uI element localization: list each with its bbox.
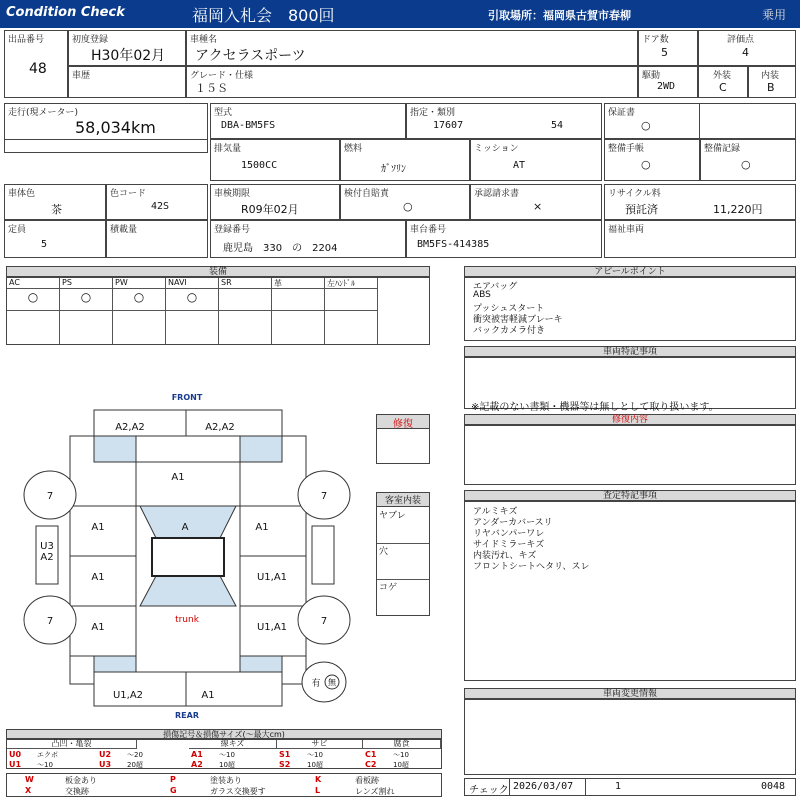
score-box xyxy=(698,30,796,66)
front-label: FRONT xyxy=(171,393,203,402)
mirror-code-line: U3 xyxy=(40,541,54,552)
rear-label: REAR xyxy=(175,711,199,720)
equipment-divider xyxy=(219,310,271,311)
warranty-label: 保証書 xyxy=(608,108,636,118)
displacement-value: 1500CC xyxy=(241,160,278,171)
legend-code: U1 xyxy=(9,760,22,769)
change-title: 車両変更情報 xyxy=(464,688,796,699)
hood-code: A1 xyxy=(171,472,185,483)
assessment-box xyxy=(464,501,796,681)
lot-label: 出品番号 xyxy=(8,35,45,45)
score-value: 4 xyxy=(742,46,749,59)
legend-code: U3 xyxy=(99,760,112,769)
special-title: 車両特記事項 xyxy=(464,346,796,357)
appeal-item: プッシュスタート xyxy=(473,304,545,314)
legend-code: A1 xyxy=(191,750,203,759)
legend-group-header: 腐食 xyxy=(363,740,441,749)
recycle-label: リサイクル料 xyxy=(608,189,661,199)
equipment-divider xyxy=(166,288,218,289)
appeal-box xyxy=(464,277,796,341)
front-bumper-right-code: A2,A2 xyxy=(205,422,235,433)
spec-value-2: 54 xyxy=(551,120,564,131)
equipment-value: ○ xyxy=(80,290,92,304)
plate-value: 鹿児島 330 の 2204 xyxy=(223,243,338,254)
equipment-column xyxy=(113,278,166,344)
interior-label: 内装 xyxy=(761,71,780,81)
grade-label: グレード・仕様 xyxy=(190,71,254,81)
color-box xyxy=(4,184,106,220)
assessment-item: サイドミラーキズ xyxy=(473,540,545,550)
equipment-value: ○ xyxy=(27,290,39,304)
rear-bumper-right-panel xyxy=(186,672,282,706)
lot-box xyxy=(4,30,68,98)
history-box xyxy=(68,66,186,98)
legend-desc: レンズ割れ xyxy=(355,787,395,796)
type-label: 型式 xyxy=(214,108,233,118)
grade-value: １５Ｓ xyxy=(195,82,228,95)
welfare-label: 福祉車両 xyxy=(608,225,645,235)
color-code-box xyxy=(106,184,208,220)
record-label: 整備記録 xyxy=(704,144,741,154)
wheel-rl-code: 7 xyxy=(46,616,54,627)
capacity-value: 5 xyxy=(41,239,48,250)
appeal-item: 衝突被害軽減ブレーキ xyxy=(473,315,563,325)
right-front-fender-panel xyxy=(240,506,306,556)
check-date: 2026/03/07 xyxy=(513,781,574,792)
equipment-header: 革 xyxy=(274,279,282,288)
fuel-value: ｶﾞｿﾘﾝ xyxy=(381,164,406,175)
displacement-box xyxy=(210,139,340,181)
recycle-box xyxy=(604,184,796,220)
legend-code: S2 xyxy=(279,760,291,769)
load-box xyxy=(106,220,208,258)
legend-desc: ～10 xyxy=(307,751,323,759)
mission-box xyxy=(470,139,602,181)
legend-group-header: サビ xyxy=(277,740,363,749)
appeal-item: ABS xyxy=(473,290,491,300)
mission-value: AT xyxy=(513,160,526,171)
legend-desc: 板金あり xyxy=(65,776,97,785)
inspection-box xyxy=(210,184,340,220)
legend-code: L xyxy=(315,786,321,795)
maint-value: ○ xyxy=(641,158,651,171)
wheel-fl-code: 7 xyxy=(46,491,54,502)
equipment-divider xyxy=(166,310,218,311)
chassis-box xyxy=(406,220,602,258)
color-value: 茶 xyxy=(51,203,62,216)
equipment-header: PW xyxy=(115,278,128,287)
assessment-item: フロントシートヘタリ、スレ xyxy=(473,562,590,572)
equipment-divider xyxy=(7,288,59,289)
legend-code: U0 xyxy=(9,750,22,759)
model-box xyxy=(186,30,638,66)
legend-desc: ～10 xyxy=(37,761,53,769)
insurance-label: 検付自賠責 xyxy=(344,189,390,199)
legend-group-header: 凸凹・亀裂 xyxy=(7,740,137,749)
spec-value-1: 17607 xyxy=(433,120,464,131)
displacement-label: 排気量 xyxy=(214,144,242,154)
equipment-divider xyxy=(7,310,59,311)
inspection-label: 車検期限 xyxy=(214,189,251,199)
equipment-header: AC xyxy=(9,278,20,287)
right-front-door-code: U1,A1 xyxy=(256,572,288,583)
first-reg-value: H30年02月 xyxy=(91,48,166,64)
plate-label: 登録番号 xyxy=(214,225,251,235)
approval-value: × xyxy=(533,200,543,213)
legend-desc: ～10 xyxy=(219,751,235,759)
auction-title: 福岡入札会 800回 xyxy=(192,6,335,25)
legend-grid-2 xyxy=(6,773,442,797)
drive-value: 2WD xyxy=(657,81,676,92)
model-value: アクセラスポーツ xyxy=(195,48,306,64)
legend-code: W xyxy=(25,775,34,784)
legend-desc: 20超 xyxy=(127,761,143,769)
cabin-box xyxy=(376,492,430,616)
cabin-divider xyxy=(377,543,429,544)
assessment-item: 内装汚れ、キズ xyxy=(473,551,537,561)
page-header xyxy=(0,0,800,28)
model-label: 車種名 xyxy=(190,35,218,45)
maint-box xyxy=(604,139,700,181)
legend-desc: 看板跡 xyxy=(355,776,379,785)
lot-number: 48 xyxy=(29,61,47,77)
special-note: ※記載のない書類・機器等は無しとして取り扱います。 xyxy=(471,402,719,413)
insurance-value: ○ xyxy=(403,200,413,213)
equipment-column xyxy=(272,278,325,344)
assessment-item: リヤバンパーワレ xyxy=(473,529,545,539)
exterior-box xyxy=(698,66,748,98)
approval-label: 承認請求書 xyxy=(474,189,520,199)
load-label: 積載量 xyxy=(110,225,138,235)
equipment-column xyxy=(219,278,272,344)
equipment-title: 装備 xyxy=(6,266,430,277)
roof-code: A xyxy=(181,522,189,533)
equipment-header: 左ﾊﾝﾄﾞﾙ xyxy=(327,279,355,288)
right-rear-door-code: U1,A1 xyxy=(256,622,288,633)
equipment-column xyxy=(166,278,219,344)
trunk-label: trunk xyxy=(175,615,199,625)
assessment-item: アルミキズ xyxy=(473,507,518,517)
pickup-location: 引取場所：福岡県古賀市春柳 xyxy=(488,9,631,22)
repair-mark-label: 修復 xyxy=(377,415,429,429)
legend-desc: ～20 xyxy=(127,751,143,759)
cabin-title: 客室内装 xyxy=(377,493,429,507)
rear-bumper-left-code: U1,A2 xyxy=(112,690,144,701)
legend-code: U2 xyxy=(99,750,112,759)
rear-right-corner xyxy=(240,656,282,672)
right-mirror xyxy=(312,526,334,584)
insurance-box xyxy=(340,184,470,220)
mileage-value: 58,034km xyxy=(75,118,156,137)
assessment-title: 査定特記事項 xyxy=(464,490,796,501)
check-row xyxy=(464,778,796,796)
rear-window xyxy=(140,576,236,606)
wheel-rr-code: 7 xyxy=(320,616,328,627)
cabin-item: ヤブレ xyxy=(379,511,406,521)
cabin-item: コゲ xyxy=(379,583,398,593)
equipment-column xyxy=(7,278,60,344)
drive-label: 駆動 xyxy=(642,71,661,81)
legend-code: P xyxy=(170,775,176,784)
color-code-label: 色コード xyxy=(110,189,147,199)
check-count: 1 xyxy=(615,781,622,792)
spare-circle-text: 無 xyxy=(328,678,336,687)
appeal-item: エアバッグ xyxy=(473,282,518,292)
grade-box xyxy=(186,66,638,98)
equipment-grid xyxy=(6,277,430,345)
first-reg-label: 初度登録 xyxy=(72,35,109,45)
legend-desc: 10超 xyxy=(307,761,323,769)
equipment-column xyxy=(60,278,113,344)
legend-desc: ガラス交換要す xyxy=(210,787,266,796)
legend-code: C1 xyxy=(365,750,377,759)
equipment-divider xyxy=(113,288,165,289)
rear-left-corner xyxy=(94,656,136,672)
left-front-fender-code: A1 xyxy=(91,522,105,533)
welfare-box xyxy=(604,220,796,258)
equipment-header: PS xyxy=(62,278,72,287)
legend-desc: エクボ xyxy=(37,751,58,759)
color-code-value: 42S xyxy=(151,201,170,212)
warranty-box xyxy=(604,103,796,139)
mirror-left-code xyxy=(40,541,54,563)
equipment-column xyxy=(325,278,378,344)
mission-label: ミッション xyxy=(474,144,519,154)
repair-content-box xyxy=(464,425,796,485)
legend-code: G xyxy=(170,786,177,795)
appeal-title: アピールポイント xyxy=(464,266,796,277)
equipment-value: ○ xyxy=(186,290,198,304)
equipment-divider xyxy=(325,288,377,289)
chassis-label: 車台番号 xyxy=(410,225,447,235)
wheel-fr-code: 7 xyxy=(320,491,328,502)
score-label: 評価点 xyxy=(727,35,755,45)
legend-code: C2 xyxy=(365,760,377,769)
mileage-label: 走行(現メーター) xyxy=(8,108,79,118)
legend-desc: 10超 xyxy=(219,761,235,769)
legend-code: K xyxy=(315,775,322,784)
equipment-header: NAVI xyxy=(168,278,187,287)
appeal-item: バックカメラ付き xyxy=(473,326,546,336)
record-value: ○ xyxy=(741,158,751,171)
spec-label: 指定・類別 xyxy=(410,108,456,118)
capacity-label: 定員 xyxy=(8,225,27,235)
hood-panel xyxy=(136,462,240,506)
color-label: 車体色 xyxy=(8,189,36,199)
equipment-divider xyxy=(272,288,324,289)
recycle-status: 預託済 xyxy=(625,203,658,216)
exterior-value: C xyxy=(719,81,727,94)
legend-code: X xyxy=(25,786,32,795)
right-front-fender-code: A1 xyxy=(255,522,269,533)
doors-label: ドア数 xyxy=(642,35,669,45)
brand-title: Condition Check xyxy=(6,5,125,20)
left-front-door-code: A1 xyxy=(91,572,105,583)
warranty-value: ○ xyxy=(641,119,651,132)
equipment-divider xyxy=(219,288,271,289)
type-box xyxy=(210,103,406,139)
front-left-corner xyxy=(94,436,136,462)
plate-box xyxy=(210,220,406,258)
history-label: 車歴 xyxy=(72,71,91,81)
repair-title: 修復内容 xyxy=(464,414,796,425)
rear-bumper-right-code: A1 xyxy=(201,690,215,701)
fuel-label: 燃料 xyxy=(344,144,363,154)
doors-value: 5 xyxy=(661,46,668,59)
fuel-box xyxy=(340,139,470,181)
legend-desc: 10超 xyxy=(393,761,409,769)
left-rear-door-code: A1 xyxy=(91,622,105,633)
type-value: DBA-BM5FS xyxy=(221,120,276,131)
capacity-box xyxy=(4,220,106,258)
cabin-divider xyxy=(377,579,429,580)
first-reg-box xyxy=(68,30,186,66)
legend-code: S1 xyxy=(279,750,291,759)
legend-desc: ～10 xyxy=(393,751,409,759)
check-label: チェック xyxy=(469,785,509,796)
front-right-corner xyxy=(240,436,282,462)
repair-mark-box xyxy=(376,414,430,464)
legend-code: A2 xyxy=(191,760,203,769)
legend-title: 損傷記号＆損傷サイズ(～最大cm) xyxy=(6,729,442,739)
record-box xyxy=(700,139,796,181)
legend-desc: 交換跡 xyxy=(65,787,89,796)
spare-prefix: 有 xyxy=(311,679,321,689)
equipment-divider xyxy=(60,288,112,289)
vehicle-category: 乗用 xyxy=(762,8,787,22)
legend-group-header: 線キズ xyxy=(189,740,277,749)
legend-grid xyxy=(6,739,442,769)
doors-box xyxy=(638,30,698,66)
equipment-divider xyxy=(113,310,165,311)
interior-box xyxy=(748,66,796,98)
check-number: 0048 xyxy=(761,781,786,792)
front-bumper-left-code: A2,A2 xyxy=(115,422,145,433)
drive-box xyxy=(638,66,698,98)
car-diagram xyxy=(20,388,370,720)
mirror-code-line: A2 xyxy=(40,552,54,563)
chassis-value: BM5FS-414385 xyxy=(417,239,490,250)
approval-box xyxy=(470,184,602,220)
maint-label: 整備手帳 xyxy=(608,144,645,154)
special-box xyxy=(464,357,796,413)
recycle-fee: 11,220円 xyxy=(713,203,763,216)
equipment-divider xyxy=(272,310,324,311)
cabin-item: 穴 xyxy=(379,547,389,557)
assessment-item: アンダーカバースリ xyxy=(473,518,553,528)
change-box xyxy=(464,699,796,775)
mileage-box xyxy=(4,103,208,153)
legend-desc: 塗装あり xyxy=(210,776,242,785)
interior-value: B xyxy=(767,81,775,94)
exterior-label: 外装 xyxy=(713,71,732,81)
inspection-value: R09年02月 xyxy=(241,203,299,216)
equipment-divider xyxy=(325,310,377,311)
spec-box xyxy=(406,103,602,139)
equipment-divider xyxy=(60,310,112,311)
equipment-value: ○ xyxy=(133,290,145,304)
roof-panel xyxy=(152,538,224,576)
equipment-header: SR xyxy=(221,278,232,287)
